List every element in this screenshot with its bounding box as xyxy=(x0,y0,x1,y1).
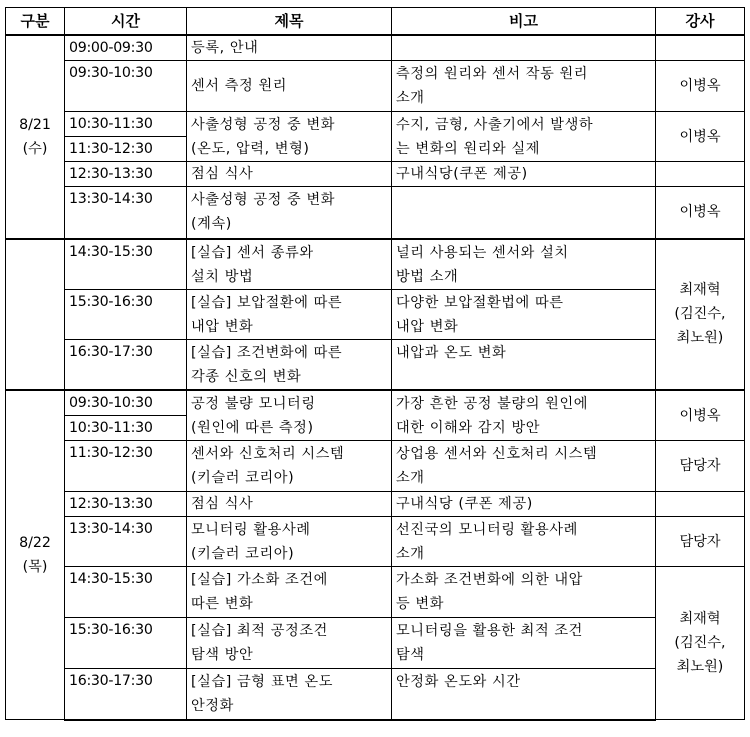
title-cell: [실습] 센서 종류와 설치 방법 xyxy=(187,239,392,290)
time-cell: 15:30-16:30 xyxy=(65,618,187,669)
note-cell: 다양한 보압절환법에 따른 내압 변화 xyxy=(392,290,656,340)
schedule-table-wrapper xyxy=(5,7,744,721)
time-cell: 14:30-15:30 xyxy=(65,239,187,290)
header-title: 제목 xyxy=(187,8,392,36)
lecturer-cell xyxy=(656,492,745,517)
table-row xyxy=(6,35,745,61)
table-row xyxy=(6,239,745,290)
time-cell: 16:30-17:30 xyxy=(65,340,187,391)
note-cell: 모니터링을 활용한 최적 조건 탐색 xyxy=(392,618,656,669)
schedule-table xyxy=(5,7,745,721)
note-cell: 상업용 센서와 신호처리 시스템 소개 xyxy=(392,441,656,492)
time-cell: 13:30-14:30 xyxy=(65,187,187,239)
time-cell: 10:30-11:30 xyxy=(65,416,187,441)
lecturer-cell: 이병옥 xyxy=(656,390,745,441)
note-cell: 수지, 금형, 사출기에서 발생하 는 변화의 원리와 실제 xyxy=(392,112,656,162)
note-cell: 널리 사용되는 센서와 설치 방법 소개 xyxy=(392,239,656,290)
table-row xyxy=(6,441,745,492)
lecturer-cell: 이병옥 xyxy=(656,187,745,239)
table-row xyxy=(6,112,745,137)
title-cell: 모니터링 활용사례 (키슬러 코리아) xyxy=(187,517,392,567)
note-cell: 구내식당(쿠폰 제공) xyxy=(392,162,656,187)
lecturer-cell xyxy=(656,35,745,61)
time-cell: 13:30-14:30 xyxy=(65,517,187,567)
time-cell: 14:30-15:30 xyxy=(65,567,187,618)
lecturer-cell: 최재혁 (김진수, 최노원) xyxy=(656,567,745,720)
title-cell: 점심 식사 xyxy=(187,162,392,187)
title-cell: [실습] 최적 공정조건 탐색 방안 xyxy=(187,618,392,669)
title-cell: 등록, 안내 xyxy=(187,35,392,61)
time-cell: 15:30-16:30 xyxy=(65,290,187,340)
table-row xyxy=(6,340,745,391)
lecturer-cell xyxy=(656,162,745,187)
header-time: 시간 xyxy=(65,8,187,36)
note-cell: 가소화 조건변화에 의한 내압 등 변화 xyxy=(392,567,656,618)
title-cell: [실습] 조건변화에 따른 각종 신호의 변화 xyxy=(187,340,392,391)
title-cell: 점심 식사 xyxy=(187,492,392,517)
note-cell xyxy=(392,187,656,239)
lecturer-cell: 최재혁 (김진수, 최노원) xyxy=(656,239,745,391)
table-row xyxy=(6,492,745,517)
note-cell: 측정의 원리와 센서 작동 원리 소개 xyxy=(392,61,656,112)
table-row xyxy=(6,187,745,239)
header-division: 구분 xyxy=(6,8,65,36)
header-note: 비고 xyxy=(392,8,656,36)
time-cell: 09:30-10:30 xyxy=(65,390,187,416)
note-cell: 안정화 온도와 시간 xyxy=(392,669,656,720)
note-cell: 가장 흔한 공정 불량의 원인에 대한 이해와 감지 방안 xyxy=(392,390,656,441)
note-cell: 구내식당 (쿠폰 제공) xyxy=(392,492,656,517)
table-row xyxy=(6,61,745,112)
title-cell: [실습] 금형 표면 온도 안정화 xyxy=(187,669,392,720)
title-cell: 센서와 신호처리 시스템 (키슬러 코리아) xyxy=(187,441,392,492)
lecturer-cell: 담당자 xyxy=(656,517,745,567)
note-cell: 내압과 온도 변화 xyxy=(392,340,656,391)
lecturer-cell: 이병옥 xyxy=(656,61,745,112)
header-lecturer: 강사 xyxy=(656,8,745,36)
time-cell: 09:00-09:30 xyxy=(65,35,187,61)
title-cell: 사출성형 공정 중 변화 (계속) xyxy=(187,187,392,239)
table-row xyxy=(6,618,745,669)
title-cell: 센서 측정 원리 xyxy=(187,61,392,112)
lecturer-cell: 담당자 xyxy=(656,441,745,492)
table-row xyxy=(6,669,745,720)
table-row xyxy=(6,517,745,567)
note-cell: 선진국의 모니터링 활용사례 소개 xyxy=(392,517,656,567)
table-row xyxy=(6,567,745,618)
lecturer-cell: 이병옥 xyxy=(656,112,745,162)
table-row xyxy=(6,290,745,340)
time-cell: 12:30-13:30 xyxy=(65,492,187,517)
note-cell xyxy=(392,35,656,61)
day-cell xyxy=(6,239,65,391)
time-cell: 12:30-13:30 xyxy=(65,162,187,187)
title-cell: [실습] 가소화 조건에 따른 변화 xyxy=(187,567,392,618)
day-cell: 8/21 (수) xyxy=(6,35,65,239)
day-cell: 8/22 (목) xyxy=(6,390,65,720)
title-cell: 공정 불량 모니터링 (원인에 따른 측정) xyxy=(187,390,392,441)
header-row xyxy=(6,8,745,36)
table-row xyxy=(6,162,745,187)
table-row xyxy=(6,390,745,416)
time-cell: 11:30-12:30 xyxy=(65,441,187,492)
time-cell: 11:30-12:30 xyxy=(65,137,187,162)
title-cell: 사출성형 공정 중 변화 (온도, 압력, 변형) xyxy=(187,112,392,162)
time-cell: 16:30-17:30 xyxy=(65,669,187,720)
title-cell: [실습] 보압절환에 따른 내압 변화 xyxy=(187,290,392,340)
time-cell: 09:30-10:30 xyxy=(65,61,187,112)
time-cell: 10:30-11:30 xyxy=(65,112,187,137)
